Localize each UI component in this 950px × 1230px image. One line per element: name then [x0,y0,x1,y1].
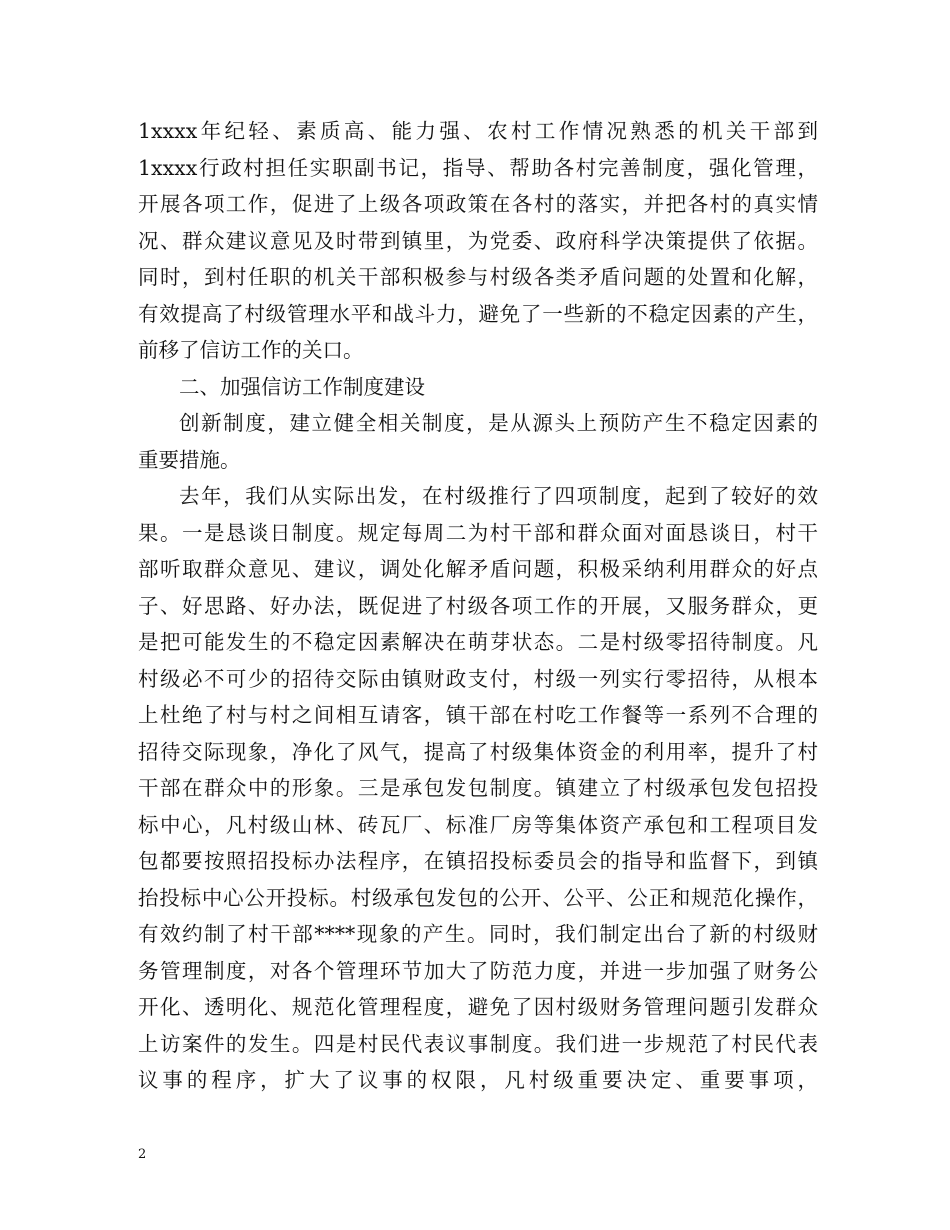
body-text [138,113,818,1099]
text-line: 去年，我们从实际出发，在村级推行了四项制度，起到了较好的效 [179,484,818,508]
text-line: 创新制度，建立健全相关制度，是从源头上预防产生不稳定因素的 [179,411,818,435]
text-line: 干部在群众中的形象。三是承包发包制度。镇建立了村级承包发包招投 [138,776,818,800]
text-line: 标中心，凡村级山林、砖瓦厂、标准厂房等集体资产承包和工程项目发 [138,812,818,837]
paragraph-1 [138,113,818,369]
text-line: 重要措施。 [138,447,241,472]
text-line: 果。一是恳谈日制度。规定每周二为村干部和群众面对面恳谈日，村干 [138,520,818,545]
text-line: 有效约制了村干部****现象的产生。同时，我们制定出台了新的村级财 [138,922,818,946]
text-line: 上杜绝了村与村之间相互请客，镇干部在村吃工作餐等一系列不合理的 [138,703,818,727]
text-line: 抬投标中心公开投标。村级承包发包的公开、公平、公正和规范化操作， [138,885,818,910]
text-line: 上访案件的发生。四是村民代表议事制度。我们进一步规范了村民代表 [138,1031,818,1056]
text-line: 包都要按照招投标办法程序，在镇招投标委员会的指导和监督下，到镇 [138,849,818,873]
text-line: 开展各项工作，促进了上级各项政策在各村的落实，并把各村的真实情 [138,192,818,216]
text-line: 招待交际现象，净化了风气，提高了村级集体资金的利用率，提升了村 [138,739,818,764]
text-line: 是把可能发生的不稳定因素解决在萌芽状态。二是村级零招待制度。凡 [138,630,818,654]
text-line: 部听取群众意见、建议，调处化解矛盾问题，积极采纳利用群众的好点 [138,557,818,581]
text-line: 1xxxx年纪轻、素质高、能力强、农村工作情况熟悉的机关干部到 [138,119,818,143]
text-line: 村级必不可少的招待交际由镇财政支付，村级一列实行零招待，从根本 [138,666,818,691]
text-line: 开化、透明化、规范化管理程度，避免了因村级财务管理问题引发群众 [138,995,818,1019]
page-number: 2 [138,1147,147,1162]
text-line: 同时，到村任职的机关干部积极参与村级各类矛盾问题的处置和化解， [138,265,818,289]
text-line: 况、群众建议意见及时带到镇里，为党委、政府科学决策提供了依据。 [138,228,818,253]
paragraph-2 [138,405,818,478]
text-line: 议事的程序，扩大了议事的权限，凡村级重要决定、重要事项， [138,1068,818,1092]
text-line: 1xxxx行政村担任实职副书记，指导、帮助各村完善制度，强化管理， [138,155,818,180]
text-line: 子、好思路、好办法，既促进了村级各项工作的开展，又服务群众，更 [138,593,818,618]
text-line: 有效提高了村级管理水平和战斗力，避免了一些新的不稳定因素的产生， [138,301,818,326]
text-line: 务管理制度，对各个管理环节加大了防范力度，并进一步加强了财务公 [138,958,818,983]
text-line: 前移了信访工作的关口。 [138,338,364,362]
section-heading [138,369,818,406]
paragraph-3 [138,478,818,1099]
heading-text: 二、加强信访工作制度建设 [179,374,425,399]
